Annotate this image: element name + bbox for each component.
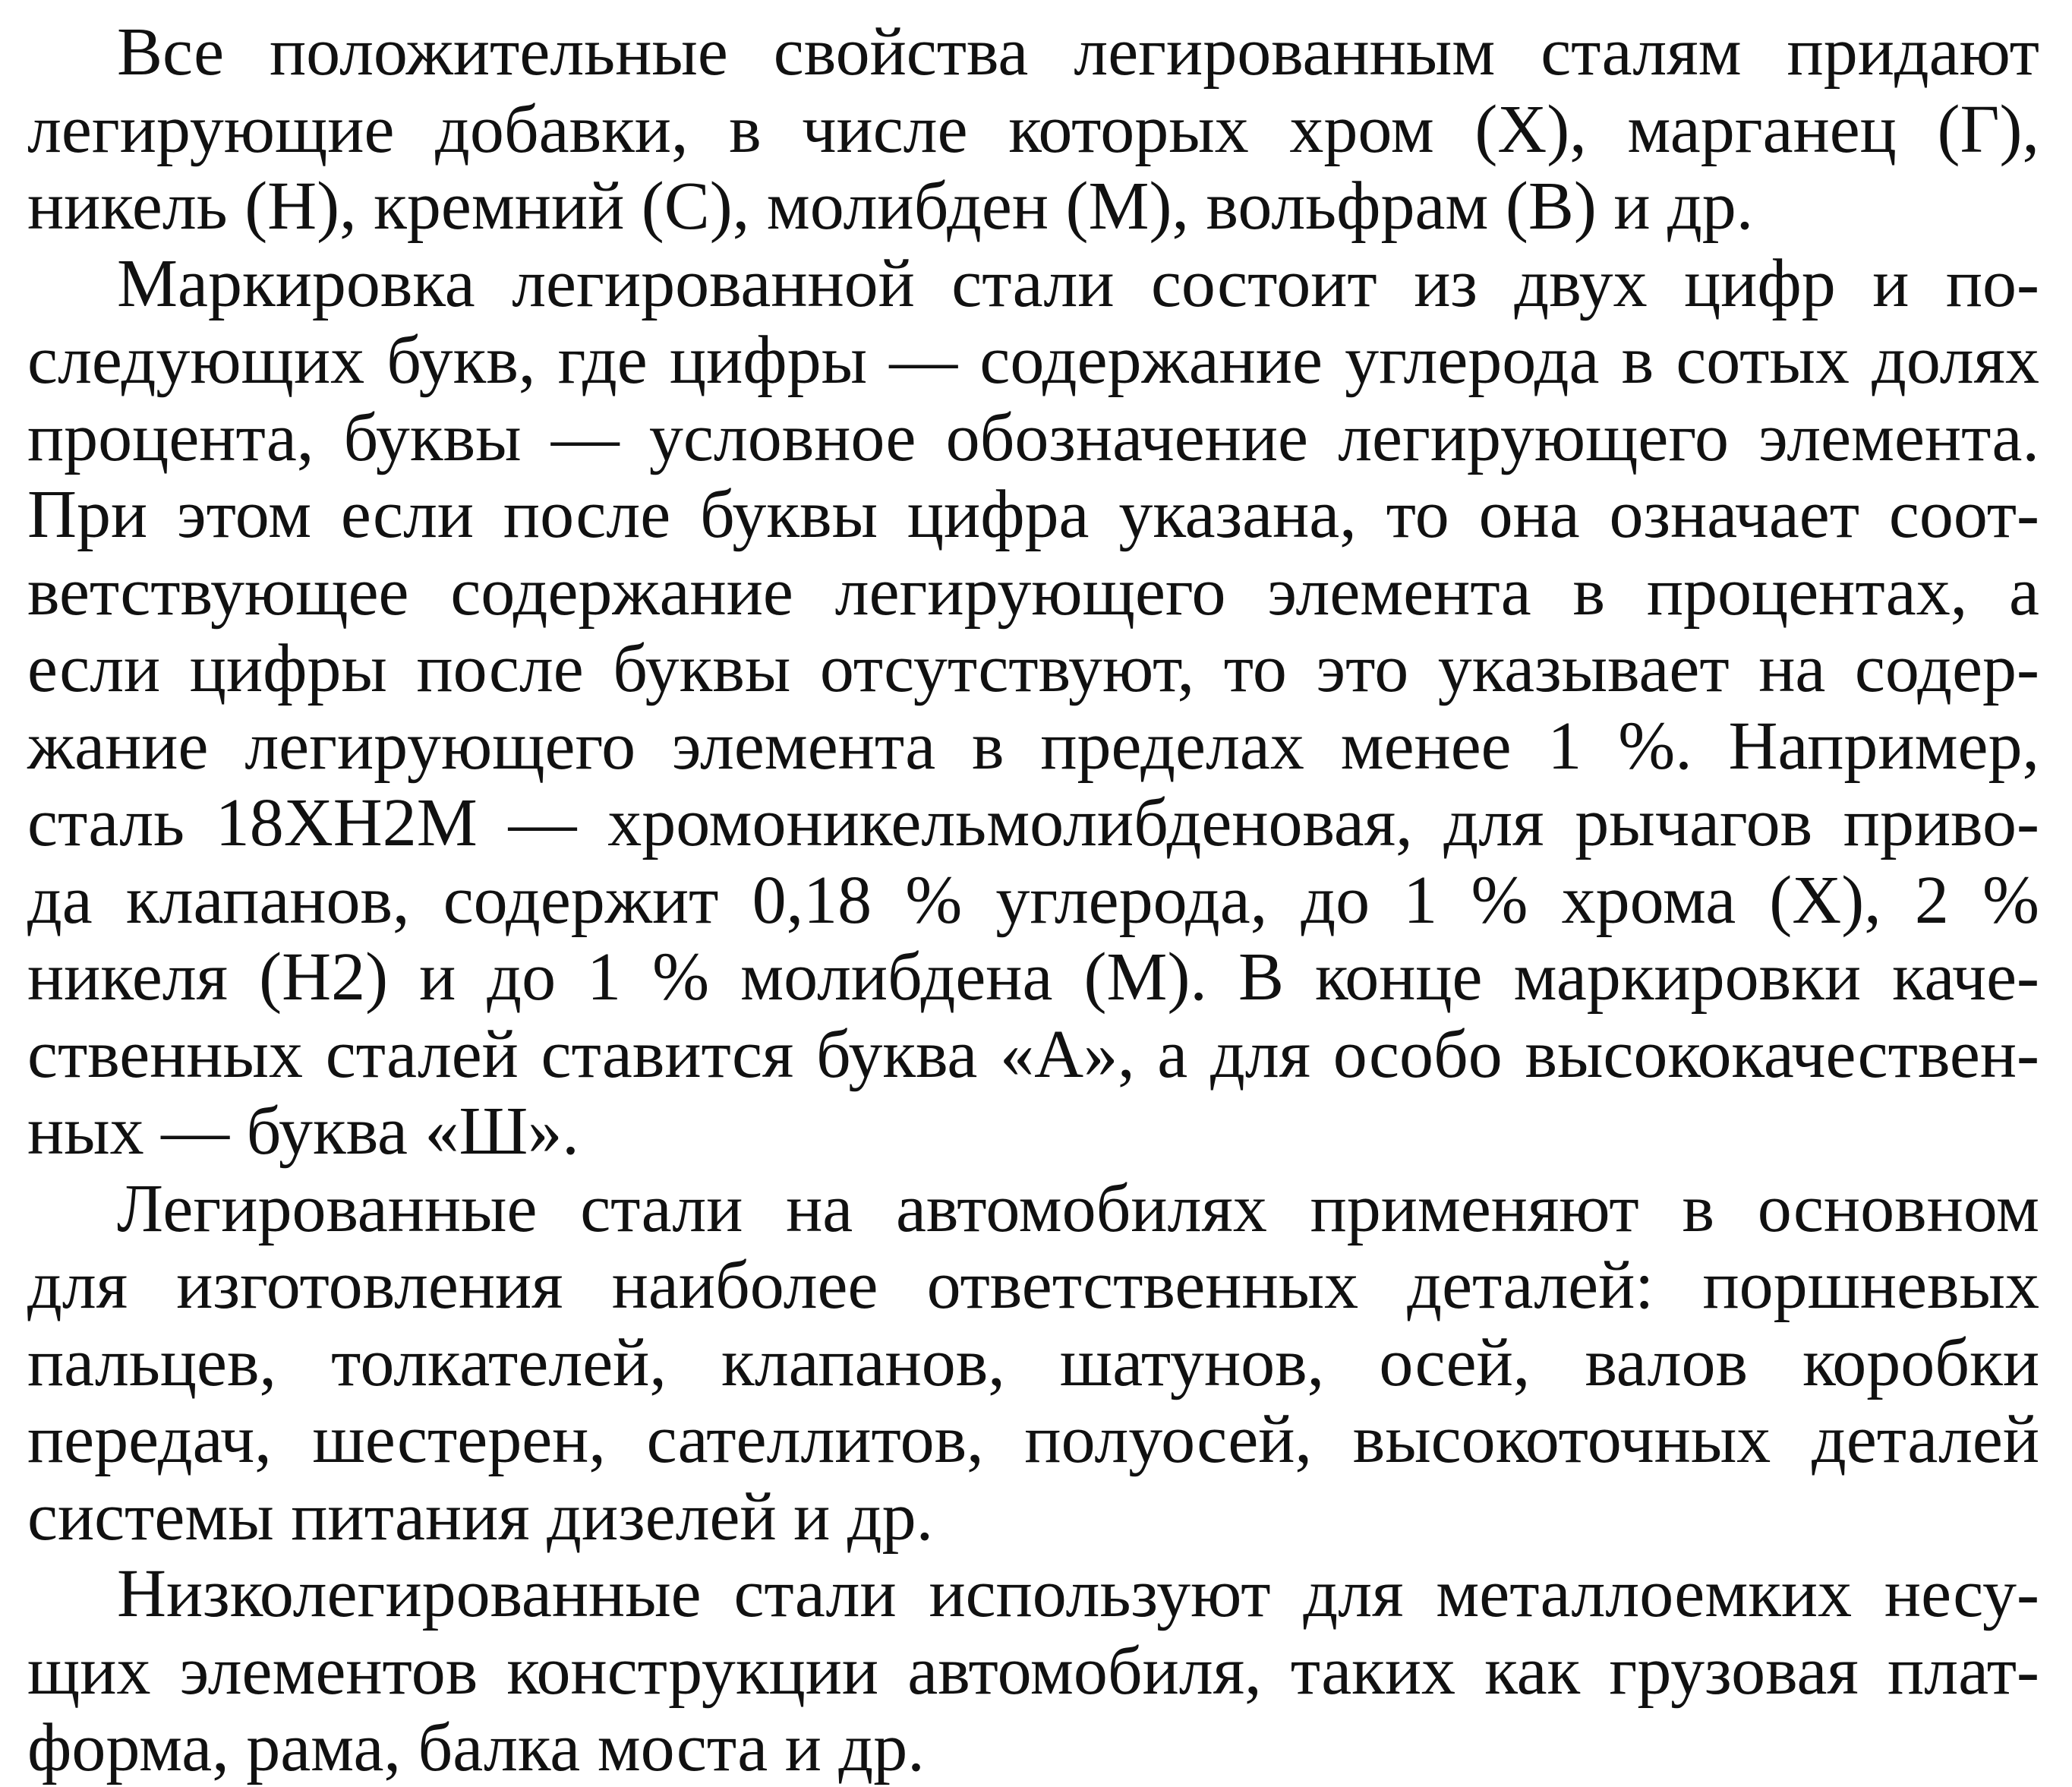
text-line: форма, рама, балка моста и др. bbox=[27, 1710, 925, 1785]
text-line: для изготовления наиболее ответственных деталей: поршневых bbox=[27, 1248, 2039, 1323]
text-line: следующих букв, где цифры — содержание углерода в сотых долях bbox=[27, 323, 2039, 398]
text-line: щих элементов конструкции автомобиля, таких как грузовая плат- bbox=[27, 1633, 2039, 1709]
paragraph-automotive-use bbox=[27, 1170, 2039, 1556]
paragraph-steel-marking bbox=[27, 245, 2039, 1170]
text-line: легирующие добавки, в числе которых хром (X), марганец (Г), bbox=[27, 91, 2039, 167]
text-line: ственных сталей ставится буква «А», а для особо высококачествен- bbox=[27, 1016, 2039, 1092]
text-line: если цифры после буквы отсутствуют, то это указывает на содер- bbox=[27, 631, 2039, 706]
text-line: ных — буква «Ш». bbox=[27, 1094, 579, 1169]
text-line: пальцев, толкателей, клапанов, шатунов, осей, валов коробки bbox=[27, 1324, 2039, 1400]
text-line: передач, шестерен, сателлитов, полуосей, высокоточных деталей bbox=[27, 1402, 2039, 1477]
text-line: Низколегированные стали используют для металлоемких несу- bbox=[117, 1556, 2039, 1631]
text-line: Маркировка легированной стали состоит из двух цифр и по- bbox=[117, 245, 2039, 321]
paragraph-low-alloy-steels bbox=[27, 1555, 2039, 1787]
text-line: Легированные стали на автомобилях применяют в основном bbox=[117, 1170, 2039, 1246]
text-line: никель (Н), кремний (С), молибден (М), вольфрам (В) и др. bbox=[27, 169, 1754, 244]
text-line: сталь 18ХН2М — хромоникельмолибденовая, для рычагов приво- bbox=[27, 785, 2039, 860]
text-line: процента, буквы — условное обозначение легирующего элемента. bbox=[27, 399, 2039, 475]
text-line: При этом если после буквы цифра указана, то она означает соот- bbox=[27, 477, 2039, 552]
text-line: да клапанов, содержит 0,18 % углерода, до 1 % хрома (X), 2 % bbox=[27, 862, 2039, 938]
paragraph-alloying-additions bbox=[27, 14, 2039, 245]
text-line: Все положительные свойства легированным сталям придают bbox=[117, 14, 2039, 90]
text-line: никеля (Н2) и до 1 % молибдена (М). В конце маркировки каче- bbox=[27, 939, 2039, 1015]
text-line: ветствующее содержание легирующего элемента в процентах, а bbox=[27, 554, 2039, 630]
text-line: жание легирующего элемента в пределах менее 1 %. Например, bbox=[27, 708, 2039, 784]
document-page bbox=[27, 14, 2039, 1787]
text-line: системы питания дизелей и др. bbox=[27, 1479, 934, 1555]
